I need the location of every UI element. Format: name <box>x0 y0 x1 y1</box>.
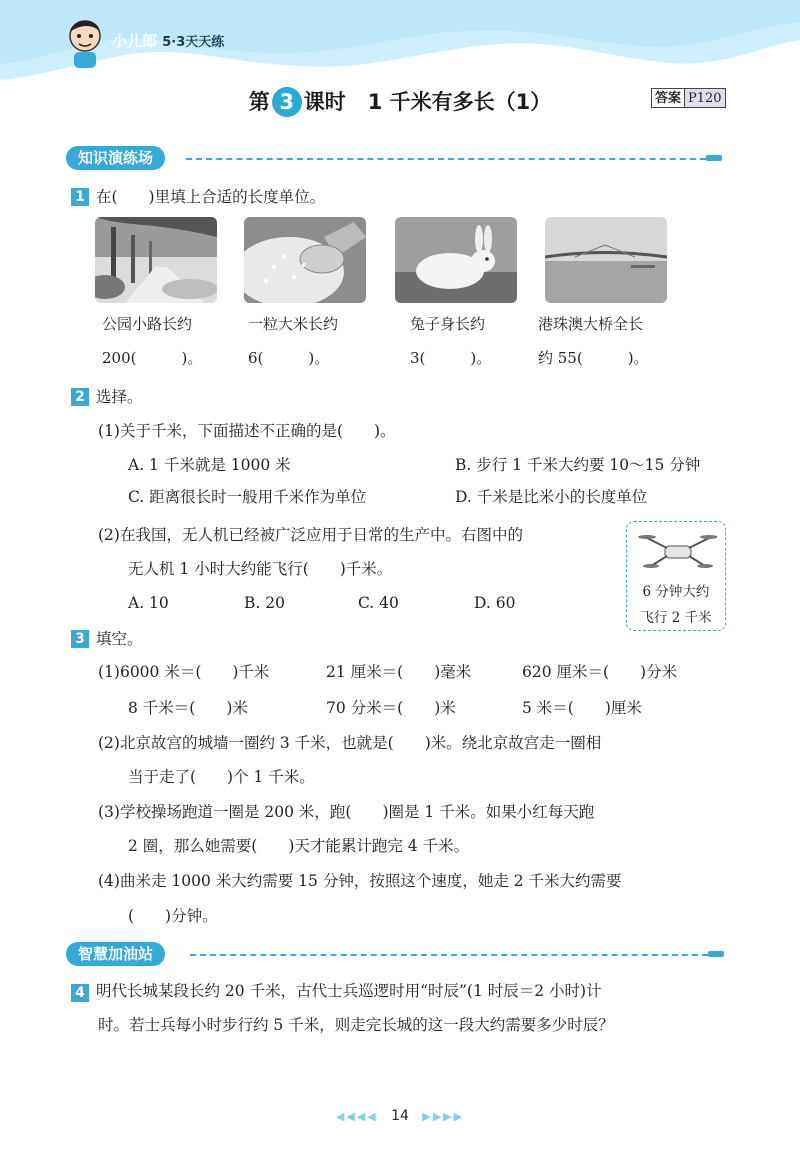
q1-item-3-line2: 3( )。 <box>410 349 492 367</box>
section-divider <box>186 158 706 160</box>
section-divider-end <box>706 155 722 161</box>
q1-item-2-line1: 一粒大米长约 <box>248 315 339 333</box>
q3-part3-line2: 2 圈，那么她需要( )天才能累计跑完 4 千米。 <box>128 837 470 855</box>
section-divider <box>190 954 708 956</box>
bridge-photo <box>545 217 667 303</box>
drone-note-line2: 飞行 2 千米 <box>640 610 712 626</box>
q2-part1-stem: (1)关于千米，下面描述不正确的是( )。 <box>98 422 396 440</box>
q3-part3-line1: (3)学校操场跑道一圈是 200 米，跑( )圈是 1 千米。如果小红每天跑 <box>98 803 595 821</box>
q2-part1-option-c: C. 距离很长时一般用千米作为单位 <box>128 488 367 506</box>
answer-reference <box>651 88 726 108</box>
q3-r1-b: 21 厘米＝( )毫米 <box>326 663 472 681</box>
q3-part4-line1: (4)曲米走 1000 米大约需要 15 分钟，按照这个速度，她走 2 千米大约需要 <box>98 872 622 890</box>
section-challenge: 智慧加油站 <box>66 942 165 966</box>
brand-title <box>112 30 224 51</box>
footer-arrows-left: ◀◀◀◀ <box>335 1110 378 1123</box>
q1-item-1-line1: 公园小路长约 <box>102 315 193 333</box>
drone-icon <box>637 528 717 574</box>
brand-name: 小儿郎 <box>112 32 158 50</box>
q1-item-4-line2: 约 55( )。 <box>538 349 649 367</box>
lesson-suffix: 课时 <box>303 90 346 114</box>
q4-line1: 明代长城某段长约 20 千米，古代士兵巡逻时用“时辰”(1 时辰＝2 小时)计 <box>96 982 602 1000</box>
lesson-topic: 1 千米有多长（1） <box>367 90 552 114</box>
footer-arrows-right: ▶▶▶▶ <box>422 1110 465 1123</box>
q3-r1-c: 620 厘米＝( )分米 <box>522 663 678 681</box>
q2-part2-option-a: A. 10 <box>128 594 169 612</box>
question-number: 2 <box>71 388 89 406</box>
q2-part2-option-c: C. 40 <box>358 594 399 612</box>
q3-part2-line2: 当于走了( )个 1 千米。 <box>128 768 315 786</box>
drone-figure <box>626 521 726 631</box>
q1-item-4-line1: 港珠澳大桥全长 <box>538 315 644 333</box>
q1-item-3-line1: 兔子身长约 <box>410 315 486 333</box>
q1-prompt: 在( )里填上合适的长度单位。 <box>96 188 326 206</box>
q3-r2-c: 5 米＝( )厘米 <box>522 699 642 717</box>
q2-part2-stem-line1: (2)在我国，无人机已经被广泛应用于日常的生产中。右图中的 <box>98 526 523 544</box>
question-number: 3 <box>71 630 89 648</box>
q3-prompt: 填空。 <box>96 630 143 648</box>
answer-label: 答案 <box>652 89 685 107</box>
park-path-photo <box>95 217 217 303</box>
q2-part2-stem-line2: 无人机 1 小时大约能飞行( )千米。 <box>128 560 393 578</box>
question-number: 4 <box>71 984 89 1002</box>
q3-part2-line1: (2)北京故宫的城墙一圈约 3 千米，也就是( )米。绕北京故宫走一圈相 <box>98 734 602 752</box>
q3-r1-a: (1)6000 米＝( )千米 <box>98 663 270 681</box>
q2-part1-option-d: D. 千米是比米小的长度单位 <box>455 488 648 506</box>
q3-r2-b: 70 分米＝( )米 <box>326 699 456 717</box>
q3-part4-line2: ( )分钟。 <box>128 907 218 925</box>
drone-note-line1: 6 分钟大约 <box>642 584 710 600</box>
lesson-number-badge: 3 <box>272 87 302 117</box>
q2-part1-option-a: A. 1 千米就是 1000 米 <box>128 456 291 474</box>
rabbit-photo <box>395 217 517 303</box>
q2-prompt: 选择。 <box>96 388 143 406</box>
mascot-logo <box>62 14 108 70</box>
answer-page: P120 <box>685 89 725 107</box>
q4-line2: 时。若士兵每小时步行约 5 千米，则走完长城的这一段大约需要多少时辰？ <box>98 1016 614 1034</box>
question-number: 1 <box>71 188 89 206</box>
q1-item-2-line2: 6( )。 <box>248 349 330 367</box>
rice-photo <box>244 217 366 303</box>
q1-item-1-line2: 200( )。 <box>102 349 203 367</box>
q2-part2-option-b: B. 20 <box>244 594 285 612</box>
section-divider-end <box>708 951 724 957</box>
page-footer <box>0 1108 800 1124</box>
q3-r2-a: 8 千米＝( )米 <box>128 699 248 717</box>
page-number: 14 <box>391 1108 409 1124</box>
lesson-prefix: 第 <box>248 90 270 114</box>
brand-series: 5·3天天练 <box>162 35 225 50</box>
section-practice: 知识演练场 <box>66 146 165 170</box>
q2-part2-option-d: D. 60 <box>474 594 516 612</box>
q2-part1-option-b: B. 步行 1 千米大约要 10～15 分钟 <box>455 456 701 474</box>
